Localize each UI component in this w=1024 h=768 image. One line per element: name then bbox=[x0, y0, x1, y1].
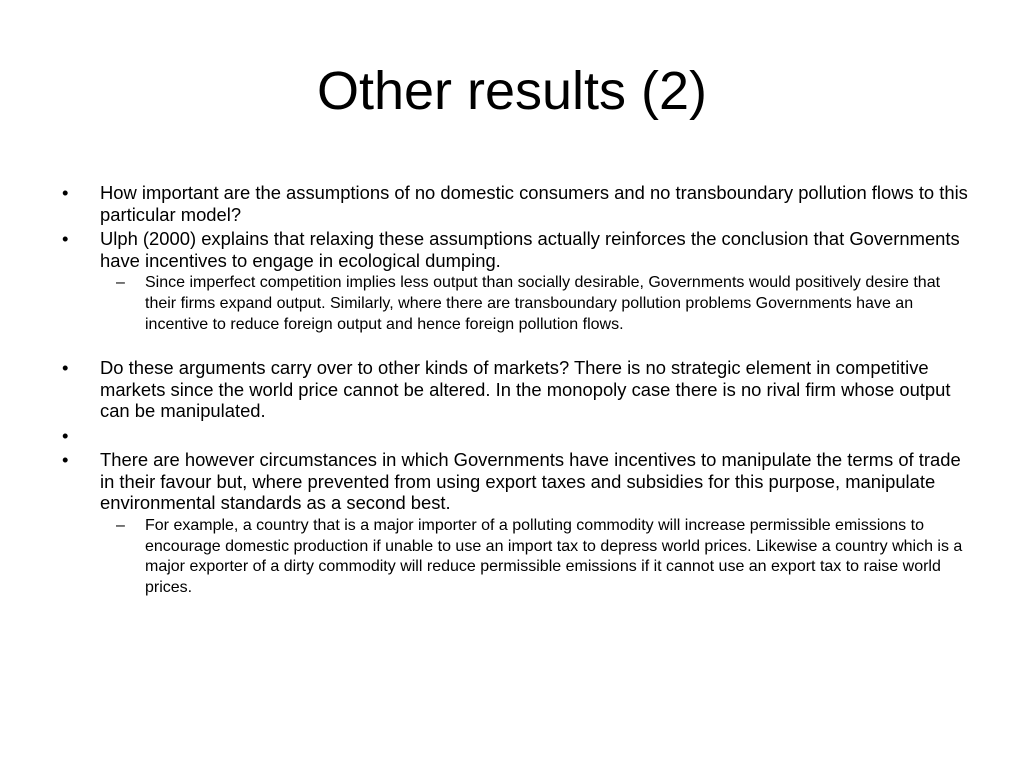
bullet-marker: • bbox=[62, 449, 69, 471]
bullet-marker: • bbox=[62, 228, 69, 249]
bullet-text: Do these arguments carry over to other kinds of markets? There is no strategic element in competitive markets since the world price cannot be altered. In the monopoly case there is no rival firm whose output can be manipulated. bbox=[100, 357, 951, 422]
bullet-text: How important are the assumptions of no domestic consumers and no transboundary pollution flows to this particular model? bbox=[100, 182, 968, 225]
bullet-item-ulph bbox=[60, 228, 970, 335]
bullet-marker: • bbox=[62, 424, 69, 446]
bullet-item-empty bbox=[60, 425, 970, 447]
sub-bullet-list bbox=[100, 516, 970, 599]
slide-title: Other results (2) bbox=[316, 61, 708, 121]
slide-content bbox=[60, 182, 970, 602]
sub-bullet-text: For example, a country that is a major importer of a polluting commodity will increase permissible emissions to encourage domestic production if unable to use an import tax to depress world prices. Likewise a country which is a major exporter of a dirty commodity will reduce permissible emissions if it cannot use an export tax to raise world prices. bbox=[145, 516, 963, 597]
bullet-marker: • bbox=[62, 182, 69, 203]
sub-bullet-marker: – bbox=[116, 516, 125, 534]
bullet-item-terms-of-trade bbox=[60, 449, 970, 599]
sub-bullet-text: Since imperfect competition implies less output than socially desirable, Governments would positively desire that their firms expand output. Similarly, where there are transboundary pollution problems Governments have an incentive to reduce foreign output and hence foreign pollution flows. bbox=[145, 274, 941, 333]
bullet-text: Ulph (2000) explains that relaxing these assumptions actually reinforces the conclusion that Governments have incentives to engage in ecological dumping. bbox=[100, 228, 960, 271]
sub-bullet-marker: – bbox=[116, 274, 125, 291]
bullet-list bbox=[60, 182, 970, 599]
sub-bullet-item-example bbox=[100, 516, 970, 599]
bullet-text: There are however circumstances in which Governments have incentives to manipulate the terms of trade in their favour but, where prevented from using export taxes and subsidies for this purpose, manipulate environmental standards as a second best. bbox=[100, 449, 961, 514]
bullet-marker: • bbox=[62, 357, 69, 379]
bullet-item-assumptions bbox=[60, 182, 970, 225]
sub-bullet-list bbox=[100, 273, 970, 335]
sub-bullet-item-imperfect-competition bbox=[100, 273, 970, 335]
bullet-item-other-markets bbox=[60, 357, 970, 422]
